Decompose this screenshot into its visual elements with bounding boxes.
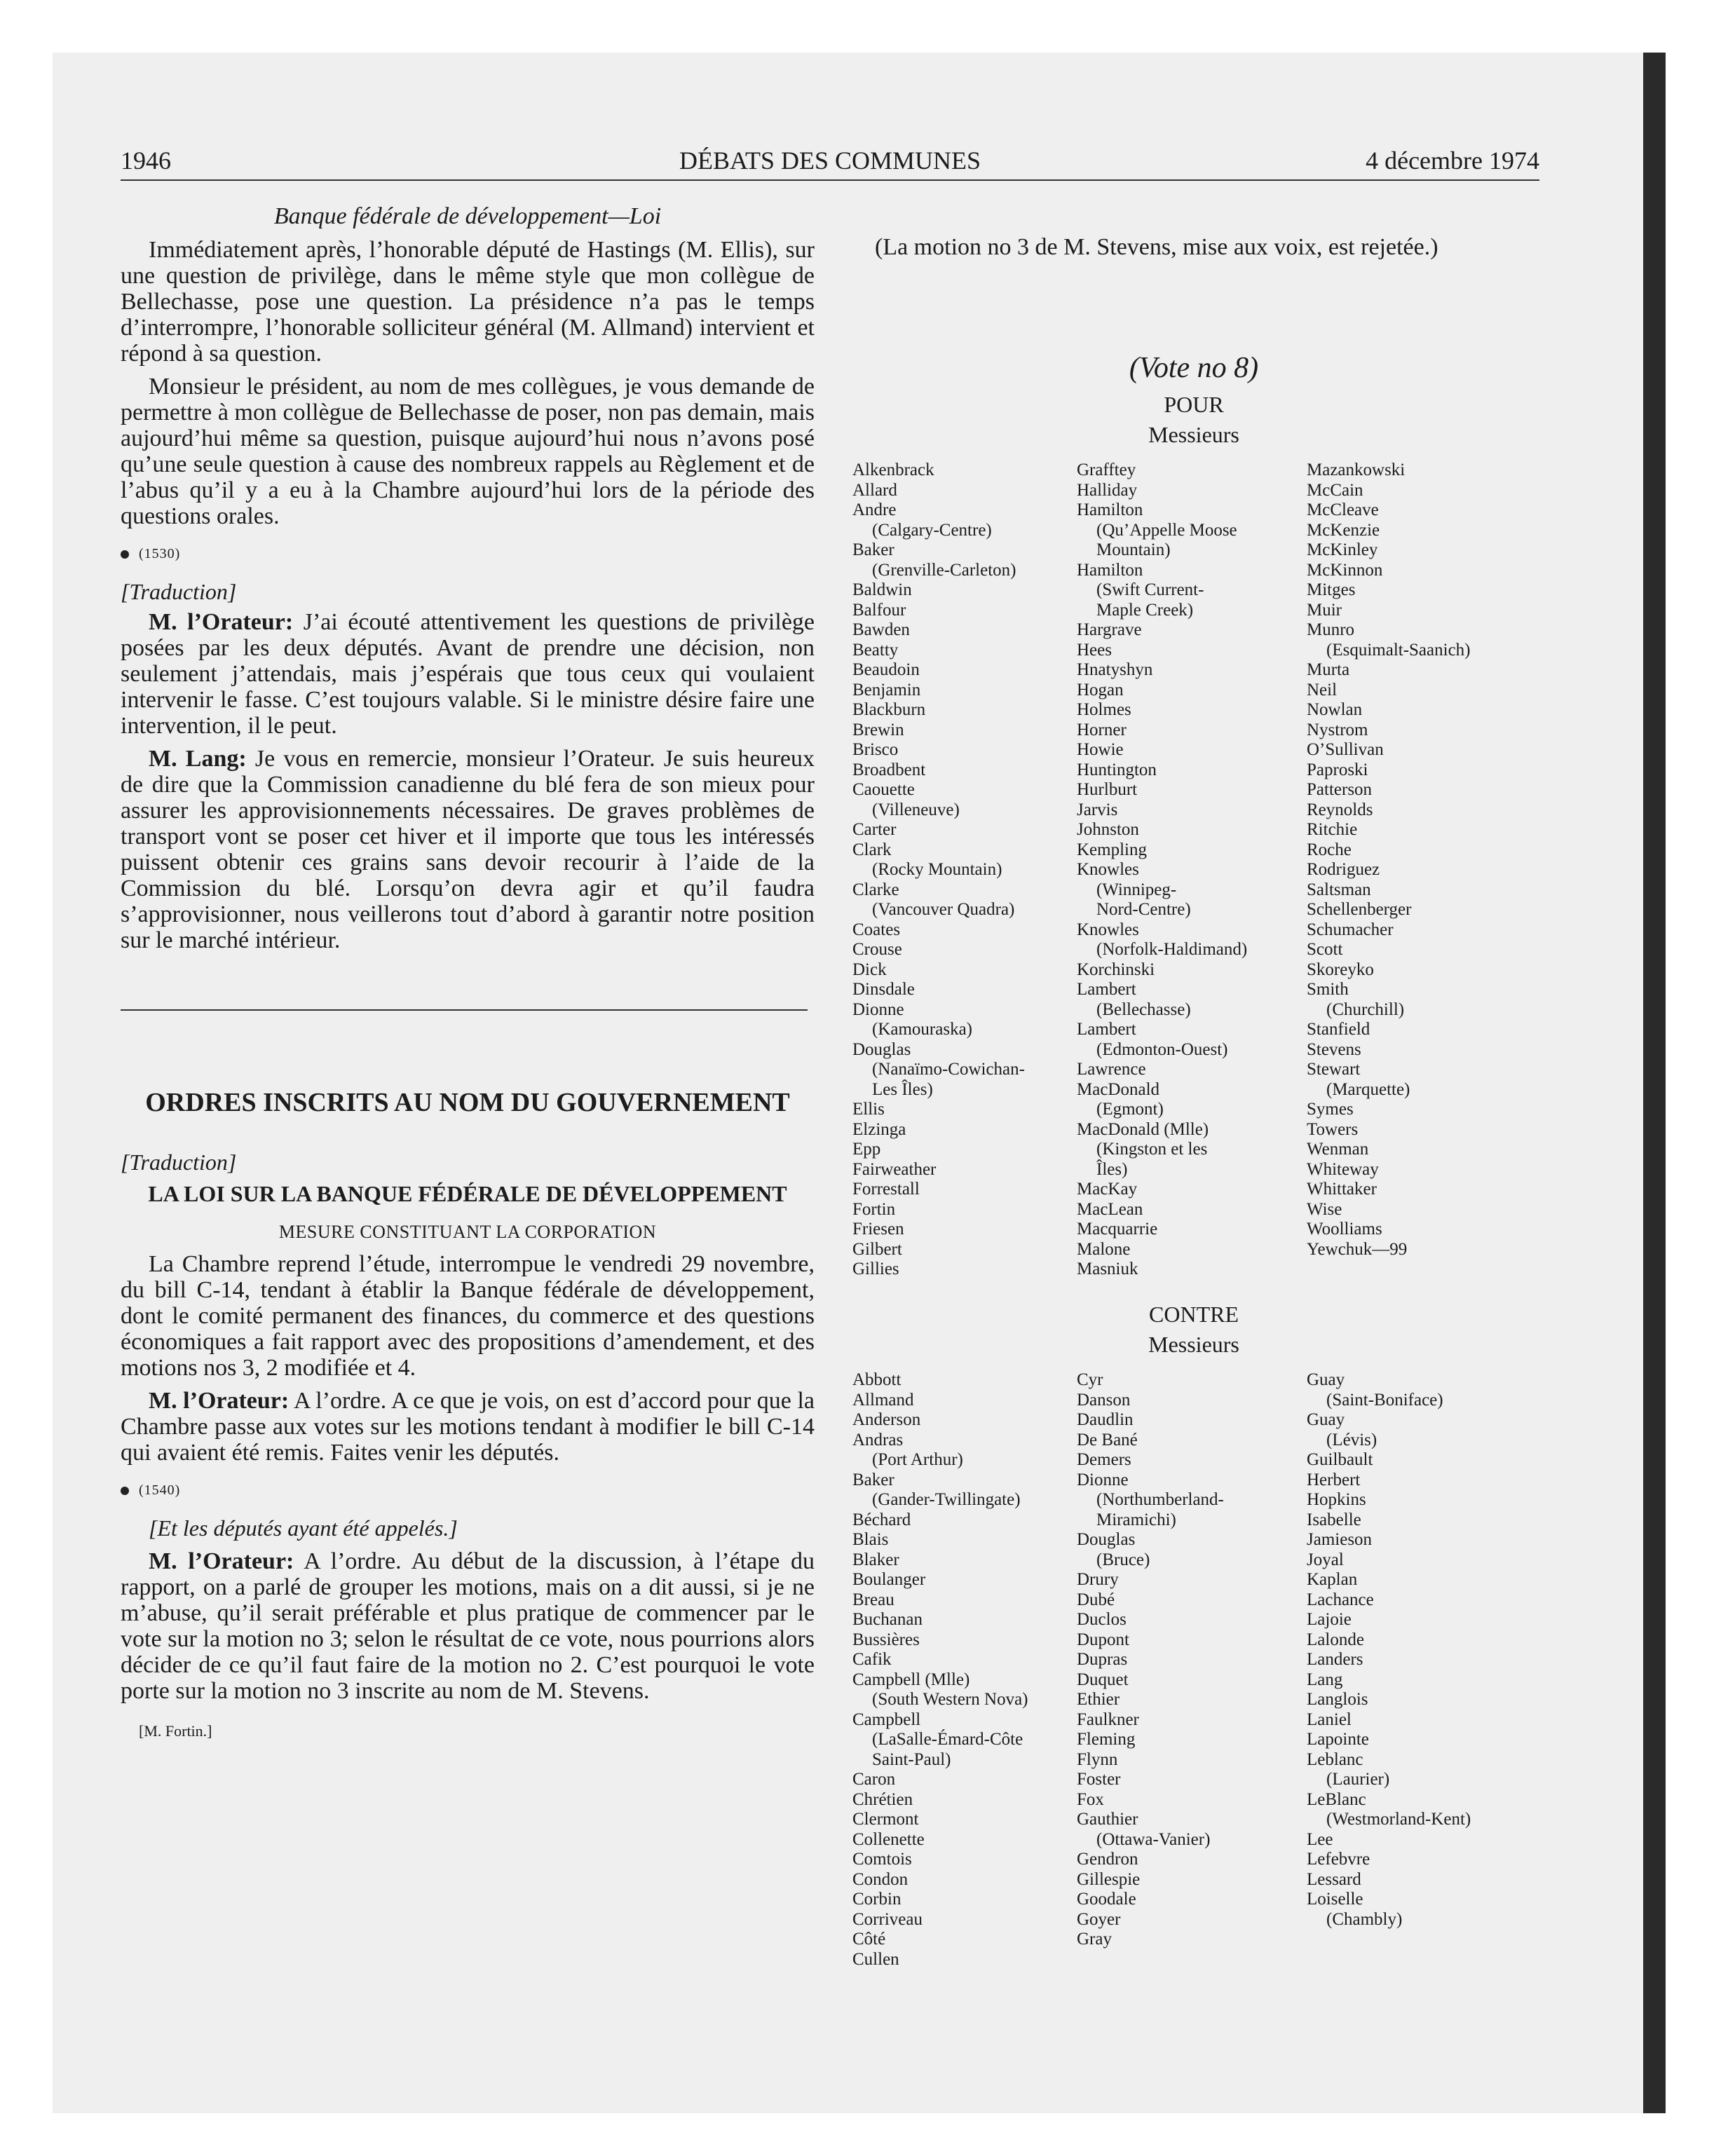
member-name: Macquarrie [1077, 1220, 1158, 1239]
member-name: Blackburn [852, 700, 926, 719]
member-name: Cyr [1077, 1370, 1103, 1389]
member-name: Munro [1307, 620, 1355, 639]
member-name: Lalonde [1307, 1630, 1364, 1649]
member-name: Gray [1077, 1930, 1112, 1949]
member-name: Saltsman [1307, 880, 1371, 899]
member-name: Stevens [1307, 1039, 1361, 1059]
member-name: Chrétien [852, 1789, 913, 1809]
member-name: Brisco [852, 740, 899, 759]
member-name: (Chambly) [1326, 1909, 1403, 1929]
member-name: Bawden [852, 620, 910, 639]
member-name: Loiselle [1307, 1890, 1363, 1909]
member-name: Breau [852, 1590, 894, 1609]
member-name: Landers [1307, 1650, 1363, 1669]
member-name: Malone [1077, 1239, 1131, 1259]
member-name: MacDonald (Mlle) [1077, 1119, 1209, 1139]
member-name: Woolliams [1307, 1220, 1382, 1239]
member-name: Duquet [1077, 1670, 1129, 1689]
member-name: Guay [1307, 1410, 1345, 1429]
paragraph: Monsieur le président, au nom de mes collègues, je vous demande de permettre à mon collègue de Bellechasse de poser, non pas demain, mais aujourd’hui même sa question, puisque aujourd’hui nous n’avons posé qu’une seule question à cause des nombreux rappels au Règlement et de l’abus qu’il y a eu à la Chambre aujourd’hui lors de la période des questions orales. [121, 374, 815, 529]
member-name: Maple Creek) [1096, 600, 1194, 620]
member-name: Whiteway [1307, 1159, 1379, 1179]
speaker: M. l’Orateur: [149, 1388, 290, 1414]
member-name: Halliday [1077, 480, 1138, 500]
member-name: Allmand [852, 1390, 914, 1410]
member-name: Bussières [852, 1630, 920, 1649]
member-name: Herbert [1307, 1470, 1361, 1489]
member-name: Fox [1077, 1789, 1104, 1809]
member-name: Hogan [1077, 680, 1124, 700]
member-name: McKinley [1307, 540, 1378, 559]
member-name: (Bruce) [1096, 1550, 1150, 1569]
member-name: Dupras [1077, 1650, 1128, 1669]
member-name: Baldwin [852, 580, 912, 599]
contre-heading: CONTRE [1149, 1302, 1239, 1327]
member-name: Flynn [1077, 1749, 1118, 1769]
member-name: (Calgary-Centre) [872, 520, 992, 540]
member-name: Dupont [1077, 1630, 1129, 1649]
member-name: Johnston [1077, 820, 1139, 839]
member-name: McKinnon [1307, 560, 1383, 580]
member-name: Crouse [852, 940, 902, 959]
member-name: Boulanger [852, 1570, 926, 1589]
member-name: Carter [852, 820, 897, 839]
member-name: Dinsdale [852, 980, 915, 999]
page-date: 4 décembre 1974 [1366, 146, 1539, 175]
member-name: Hargrave [1077, 620, 1142, 639]
page-number: 1946 [121, 146, 171, 175]
member-name: (Kamouraska) [872, 1020, 972, 1039]
member-name: Campbell [852, 1710, 921, 1729]
member-name: Whittaker [1307, 1180, 1377, 1199]
member-name: Neil [1307, 680, 1338, 700]
member-name: Demers [1077, 1450, 1131, 1469]
paragraph [121, 746, 815, 953]
member-name: Schellenberger [1307, 900, 1412, 919]
pour-heading: POUR [1164, 392, 1224, 417]
name-column [1077, 1370, 1224, 1950]
member-name: Allard [852, 480, 897, 500]
time-marker [121, 1482, 815, 1499]
member-name: Goyer [1077, 1909, 1121, 1929]
member-name: Patterson [1307, 780, 1373, 799]
member-name: Abbott [852, 1370, 901, 1389]
member-name: Wise [1307, 1199, 1342, 1219]
member-name: Kempling [1077, 840, 1147, 859]
member-name: Drury [1077, 1570, 1119, 1589]
member-name: Comtois [852, 1850, 912, 1869]
member-name: MacKay [1077, 1180, 1138, 1199]
member-name: Isabelle [1307, 1510, 1361, 1529]
member-name: Smith [1307, 980, 1349, 999]
member-name: (Swift Current- [1096, 580, 1204, 599]
paragraph: La Chambre reprend l’étude, interrompue le vendredi 29 novembre, du bill C-14, tendant à établir la Banque fédérale de développement, dont le comité permanent des finances, du commerce et des questions économiques a fait rapport avec des propositions d’amendement, et des motions nos 3, 2 modifiée et 4. [121, 1251, 815, 1381]
contre-name-list [847, 1370, 1541, 1987]
member-name: Ethier [1077, 1690, 1120, 1709]
name-column [1307, 1370, 1471, 1930]
member-name: Forrestall [852, 1180, 920, 1199]
procedural-note: [Et les députés ayant été appelés.] [149, 1515, 458, 1541]
member-name: Clarke [852, 880, 899, 899]
member-name: Clark [852, 840, 892, 859]
member-name: Beaudoin [852, 660, 920, 679]
member-name: Lessard [1307, 1869, 1361, 1889]
member-name: Cafik [852, 1650, 892, 1669]
member-name: Lang [1307, 1670, 1343, 1689]
member-name: Saint-Paul) [872, 1749, 951, 1769]
member-name: Horner [1077, 720, 1127, 739]
member-name: Collenette [852, 1829, 925, 1849]
name-column [1077, 460, 1247, 1280]
bill-heading: LA LOI SUR LA BANQUE FÉDÉRALE DE DÉVELOPPEMENT [148, 1181, 787, 1206]
member-name: Duclos [1077, 1610, 1127, 1629]
member-name: Brewin [852, 720, 904, 739]
member-name: Huntington [1077, 760, 1157, 779]
member-name: Nystrom [1307, 720, 1368, 739]
member-name: Knowles [1077, 860, 1139, 879]
speaker: M. l’Orateur: [149, 1548, 294, 1574]
member-name: Lachance [1307, 1590, 1374, 1609]
member-name: Friesen [852, 1220, 904, 1239]
member-name: Hamilton [1077, 560, 1143, 580]
member-name: Cullen [852, 1949, 899, 1969]
member-name: MacLean [1077, 1199, 1143, 1219]
speech-text: A l’ordre. Au début de la discussion, à l’étape du rapport, on a parlé de grouper les motions, mais on a dit aussi, si je ne m’abuse, qu’il serait préférable et plus pratique de commencer par le vote sur la motion no 3; selon le résultat de ce vote, nous pourrions alors décider de ce qu’il faut faire de la motion no 2. C’est pourquoi le vote porte sur la motion no 3 inscrite au nom de M. Stevens. [121, 1548, 815, 1704]
member-name: (Edmonton-Ouest) [1096, 1039, 1228, 1059]
member-name: Coates [852, 920, 901, 939]
member-name: (Kingston et les [1096, 1140, 1208, 1159]
member-name: Côté [852, 1930, 886, 1949]
member-name: Andre [852, 500, 897, 519]
time-marker-text: (1530) [139, 546, 181, 561]
running-title: Banque fédérale de développement—Loi [273, 203, 662, 229]
member-name: Douglas [852, 1039, 911, 1059]
member-name: Nowlan [1307, 700, 1363, 719]
member-name: Laniel [1307, 1710, 1352, 1729]
member-name: Epp [852, 1140, 881, 1159]
member-name: (Northumberland- [1096, 1490, 1224, 1509]
member-name: Stanfield [1307, 1020, 1370, 1039]
member-name: (Egmont) [1096, 1100, 1164, 1119]
member-name: Corriveau [852, 1909, 923, 1929]
member-name: Alkenbrack [852, 460, 934, 479]
paragraph [121, 1548, 815, 1704]
member-name: (Villeneuve) [872, 800, 960, 819]
member-name: Lambert [1077, 1020, 1136, 1039]
member-name: Ellis [852, 1100, 885, 1119]
member-name: Mountain) [1096, 540, 1171, 559]
paragraph [121, 1388, 815, 1466]
member-name: Broadbent [852, 760, 926, 779]
speaker: M. l’Orateur: [149, 609, 294, 635]
member-name: Grafftey [1077, 460, 1136, 479]
member-name: Faulkner [1077, 1710, 1139, 1729]
messieurs-heading: Messieurs [1148, 422, 1239, 447]
member-name: Lajoie [1307, 1610, 1352, 1629]
member-name: O’Sullivan [1307, 740, 1384, 759]
member-name: Towers [1307, 1119, 1359, 1139]
member-name: Jarvis [1077, 800, 1118, 819]
member-name: Fleming [1077, 1730, 1136, 1749]
member-name: (Saint-Boniface) [1326, 1390, 1443, 1410]
member-name: Gilbert [852, 1239, 902, 1259]
time-marker-text: (1540) [139, 1482, 181, 1498]
member-name: (Gander-Twillingate) [872, 1490, 1021, 1509]
member-name: (Port Arthur) [872, 1450, 963, 1469]
member-name: Baker [852, 540, 894, 559]
member-name: (LaSalle-Émard-Côte [872, 1730, 1023, 1749]
member-name: Dionne [852, 999, 904, 1019]
member-name: Corbin [852, 1890, 901, 1909]
member-name: Clermont [852, 1810, 919, 1829]
name-column [852, 460, 1025, 1280]
member-name: Gendron [1077, 1850, 1138, 1869]
member-name: Douglas [1077, 1530, 1136, 1549]
member-name: Hurlburt [1077, 780, 1138, 799]
speech-text: A l’ordre. A ce que je vois, on est d’accord pour que la Chambre passe aux votes sur les motions tendant à modifier le bill C-14 qui avaient été remis. Faites venir les députés. [121, 1388, 815, 1466]
messieurs-heading: Messieurs [1148, 1332, 1239, 1357]
member-name: Kaplan [1307, 1570, 1358, 1589]
member-name: McKenzie [1307, 520, 1380, 540]
member-name: (Rocky Mountain) [872, 860, 1002, 879]
member-name: Howie [1077, 740, 1124, 759]
member-name: (Vancouver Quadra) [872, 900, 1015, 919]
member-name: (Churchill) [1326, 999, 1405, 1019]
member-name: Dubé [1077, 1590, 1115, 1609]
member-name: Yewchuk—99 [1307, 1239, 1408, 1259]
member-name: Langlois [1307, 1690, 1368, 1709]
member-name: Leblanc [1307, 1749, 1363, 1769]
member-name: (Grenville-Carleton) [872, 560, 1016, 580]
member-name: Hees [1077, 640, 1112, 660]
member-name: Reynolds [1307, 800, 1373, 819]
paragraph [121, 609, 815, 739]
member-name: Joyal [1307, 1550, 1344, 1569]
name-column [1307, 460, 1471, 1260]
member-name: Muir [1307, 600, 1342, 620]
member-name: Wenman [1307, 1140, 1369, 1159]
member-name: Blaker [852, 1550, 899, 1569]
member-name: De Bané [1077, 1430, 1138, 1449]
member-name: Lee [1307, 1829, 1333, 1849]
page-header [121, 144, 1539, 181]
member-name: Miramichi) [1096, 1510, 1176, 1529]
member-name: Paproski [1307, 760, 1368, 779]
member-name: Béchard [852, 1510, 911, 1529]
name-column [852, 1370, 1028, 1970]
motion-result: (La motion no 3 de M. Stevens, mise aux voix, est rejetée.) [875, 234, 1438, 260]
member-name: Mazankowski [1307, 460, 1406, 479]
member-name: Gauthier [1077, 1810, 1138, 1829]
member-name: LeBlanc [1307, 1789, 1366, 1809]
member-name: Rodriguez [1307, 860, 1380, 879]
member-name: Caron [852, 1770, 896, 1789]
publication-title: DÉBATS DES COMMUNES [679, 146, 981, 175]
member-name: Ritchie [1307, 820, 1358, 839]
member-name: Dick [852, 960, 887, 979]
pour-name-list [847, 460, 1541, 1302]
member-name: Fairweather [852, 1159, 937, 1179]
section-heading: ORDRES INSCRITS AU NOM DU GOUVERNEMENT [145, 1088, 790, 1117]
member-name: (Westmorland-Kent) [1326, 1810, 1471, 1829]
translation-note: [Traduction] [121, 1149, 237, 1175]
left-column [121, 203, 815, 1740]
member-name: (Norfolk-Haldimand) [1096, 940, 1248, 959]
member-name: Mitges [1307, 580, 1356, 599]
member-name: Murta [1307, 660, 1350, 679]
member-name: MacDonald [1077, 1079, 1160, 1099]
measure-subheading: MESURE CONSTITUANT LA CORPORATION [278, 1222, 657, 1242]
member-name: Holmes [1077, 700, 1131, 719]
member-name: Andras [852, 1430, 904, 1449]
member-name: Scott [1307, 940, 1343, 959]
translation-note: [Traduction] [121, 579, 237, 604]
speaker: M. Lang: [149, 746, 247, 772]
member-name: Baker [852, 1470, 894, 1489]
member-name: Goodale [1077, 1890, 1136, 1909]
member-name: Campbell (Mlle) [852, 1670, 970, 1689]
member-name: (South Western Nova) [872, 1690, 1028, 1709]
section-divider [121, 1009, 808, 1011]
right-column [847, 234, 1541, 1987]
member-name: (Ottawa-Vanier) [1096, 1829, 1211, 1849]
member-name: Elzinga [852, 1119, 906, 1139]
member-name: Gillies [852, 1260, 899, 1278]
member-name: Stewart [1307, 1060, 1361, 1079]
member-name: (Qu’Appelle Moose [1096, 520, 1237, 540]
member-name: (Winnipeg- [1096, 880, 1177, 899]
speech-text: J’ai écouté attentivement les questions de privilège posées par les deux députés. Avant de prendre une décision, non seulement j’attendais, mais j’espérais que tous ceux qui voulaient intervenir le fasse. C’est toujours valable. Si le ministre désire faire une intervention, il le peut. [121, 609, 815, 739]
member-name: (Esquimalt-Saanich) [1326, 640, 1471, 660]
member-name: Benjamin [852, 680, 921, 700]
member-name: Caouette [852, 780, 915, 799]
member-name: (Bellechasse) [1096, 999, 1191, 1019]
bullet-icon [121, 1487, 129, 1495]
member-name: Beatty [852, 640, 899, 660]
member-name: Blais [852, 1530, 889, 1549]
member-name: Schumacher [1307, 920, 1394, 939]
member-name: Îles) [1096, 1159, 1128, 1179]
member-name: McCleave [1307, 500, 1379, 519]
member-name: Jamieson [1307, 1530, 1373, 1549]
member-name: Lawrence [1077, 1060, 1146, 1079]
member-name: Les Îles) [872, 1079, 933, 1099]
member-name: Guay [1307, 1370, 1345, 1389]
member-name: Dionne [1077, 1470, 1129, 1489]
member-name: Balfour [852, 600, 906, 620]
member-name: Roche [1307, 840, 1352, 859]
bullet-icon [121, 550, 129, 559]
member-name: Gillespie [1077, 1869, 1141, 1889]
speech-text: Je vous en remercie, monsieur l’Orateur. Je suis heureux de dire que la Commission canadienne du blé fera de son mieux pour assurer les approvisionnements nécessaires. De graves problèmes de transport vont se poser cet hiver et il importe que tous les intéressés puissent obtenir ces grains sans devoir recourir à l’aide de la Commission du blé. Lorsqu’on devra agir et qu’il faudra s’approvisionner, nous veillerons tout d’abord à garantir notre position sur le marché intérieur. [121, 746, 815, 953]
member-name: Guilbault [1307, 1450, 1373, 1469]
member-name: McCain [1307, 480, 1363, 500]
member-name: Nord-Centre) [1096, 900, 1191, 919]
member-name: (Laurier) [1326, 1770, 1390, 1789]
paragraph: Immédiatement après, l’honorable député de Hastings (M. Ellis), sur une question de privilège, dans le même style que mon collègue de Bellechasse, pose une question. La présidence n’a pas le temps d’interrompre, l’honorable solliciteur général (M. Allmand) intervient et répond à sa question. [121, 237, 815, 367]
member-name: Korchinski [1077, 960, 1155, 979]
member-name: Hnatyshyn [1077, 660, 1153, 679]
time-marker [121, 546, 815, 562]
member-name: Buchanan [852, 1610, 923, 1629]
scan-edge [1643, 53, 1666, 2113]
member-name: Lambert [1077, 980, 1136, 999]
speaker-signature: [M. Fortin.] [139, 1722, 212, 1740]
member-name: (Lévis) [1326, 1430, 1377, 1449]
member-name: Daudlin [1077, 1410, 1134, 1429]
member-name: Knowles [1077, 920, 1139, 939]
member-name: Hamilton [1077, 500, 1143, 519]
member-name: Lefebvre [1307, 1850, 1370, 1869]
member-name: Condon [852, 1869, 909, 1889]
member-name: Hopkins [1307, 1490, 1366, 1509]
vote-title: (Vote no 8) [1129, 352, 1259, 384]
member-name: Anderson [852, 1410, 921, 1429]
member-name: Lapointe [1307, 1730, 1369, 1749]
member-name: (Marquette) [1326, 1079, 1410, 1099]
member-name: Fortin [852, 1199, 896, 1219]
member-name: (Nanaïmo-Cowichan- [872, 1060, 1025, 1079]
member-name: Symes [1307, 1100, 1354, 1119]
member-name: Skoreyko [1307, 960, 1374, 979]
member-name: Danson [1077, 1390, 1131, 1410]
member-name: Foster [1077, 1770, 1121, 1789]
member-name: Masniuk [1077, 1260, 1138, 1278]
